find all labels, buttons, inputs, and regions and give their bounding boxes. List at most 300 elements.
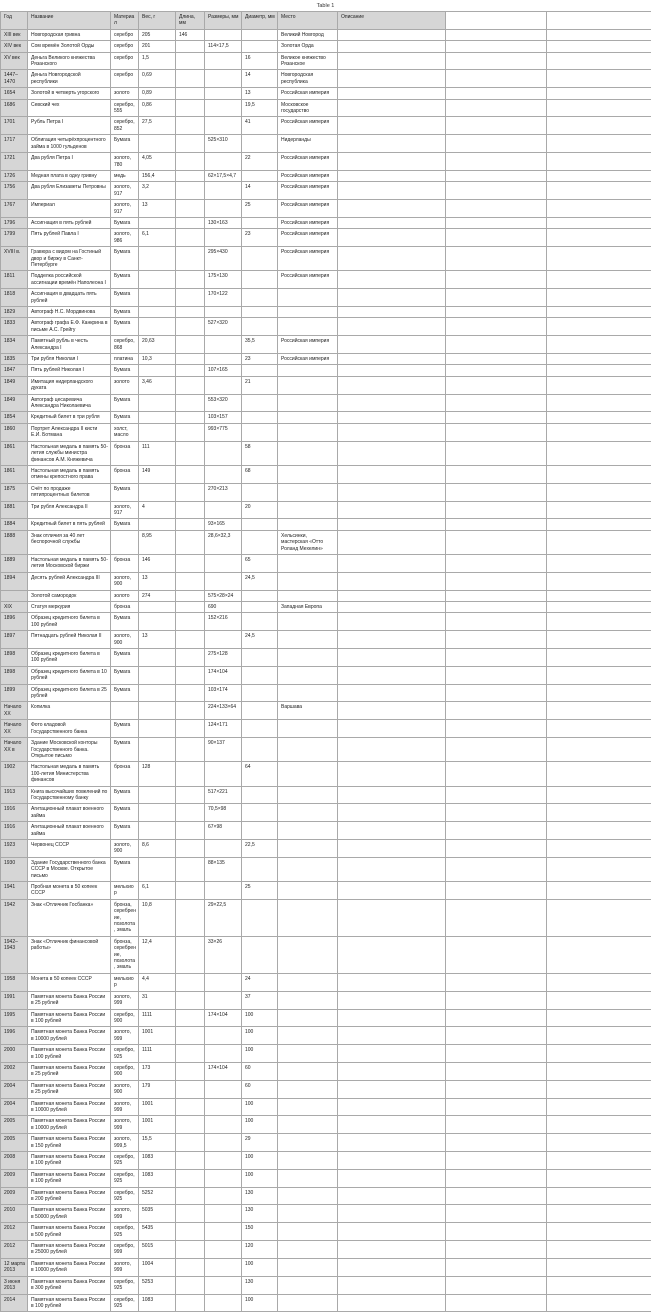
cell-diameter: 22,5 [242, 839, 278, 857]
table-row [1, 1152, 651, 1170]
cell-length [176, 88, 205, 99]
cell-material: золото, 999 [111, 1205, 139, 1223]
cell-material: серебро, 852 [111, 117, 139, 135]
cell-year: Начало XX [1, 720, 28, 738]
cell-length [176, 271, 205, 289]
cell-place [278, 441, 338, 465]
cell-extra-1 [446, 1152, 547, 1170]
cell-extra-2 [547, 762, 651, 786]
cell-name: Знак «Отличник финансовой работы» [28, 936, 111, 973]
cell-description [338, 29, 446, 40]
cell-diameter: 60 [242, 1062, 278, 1080]
cell-size: 295×430 [205, 247, 242, 271]
cell-length [176, 1258, 205, 1276]
cell-length [176, 1223, 205, 1241]
cell-size: 88×135 [205, 857, 242, 881]
cell-extra-2 [547, 649, 651, 667]
cell-extra-1 [446, 394, 547, 412]
cell-weight: 13 [139, 572, 176, 590]
cell-extra-1 [446, 786, 547, 804]
cell-diameter [242, 271, 278, 289]
cell-diameter [242, 804, 278, 822]
cell-place [278, 684, 338, 702]
cell-description [338, 882, 446, 900]
cell-material [111, 702, 139, 720]
cell-extra-1 [446, 1045, 547, 1063]
cell-year: Начало XX в [1, 738, 28, 762]
cell-year: 2014 [1, 1294, 28, 1312]
cell-description [338, 41, 446, 52]
cell-description [338, 1134, 446, 1152]
column-header-name: Название [28, 12, 111, 30]
cell-extra-2 [547, 376, 651, 394]
cell-name: Автограф графа Е.Ф. Канкрина в письме А.С. Грейгу [28, 318, 111, 336]
cell-place: Нидерланды [278, 135, 338, 153]
cell-length [176, 991, 205, 1009]
cell-material: серебро, 555 [111, 99, 139, 117]
cell-description [338, 412, 446, 423]
cell-size [205, 839, 242, 857]
cell-material: Бумага [111, 684, 139, 702]
table-row [1, 530, 651, 554]
cell-extra-2 [547, 991, 651, 1009]
cell-diameter: 13 [242, 88, 278, 99]
cell-weight [139, 857, 176, 881]
cell-name: Образец кредитного билета в 100 рублей [28, 613, 111, 631]
cell-extra-2 [547, 52, 651, 70]
cell-material: золото, 999,5 [111, 1134, 139, 1152]
cell-extra-1 [446, 684, 547, 702]
cell-place: Золотая Орда [278, 41, 338, 52]
cell-name: Знак отличия за 40 лет беспорочной службы [28, 530, 111, 554]
cell-weight: 1111 [139, 1045, 176, 1063]
table-row [1, 762, 651, 786]
cell-material: золото, 900 [111, 572, 139, 590]
cell-size: 62×17,5×4,7 [205, 170, 242, 181]
cell-diameter: 22 [242, 153, 278, 171]
cell-year: 1834 [1, 336, 28, 354]
cell-extra-2 [547, 423, 651, 441]
cell-size [205, 336, 242, 354]
table-row [1, 217, 651, 228]
cell-description [338, 336, 446, 354]
cell-name: Счёт по продаже пятипроцентных билетов [28, 483, 111, 501]
cell-length [176, 1134, 205, 1152]
cell-place [278, 1187, 338, 1205]
cell-extra-2 [547, 1187, 651, 1205]
cell-material: золото [111, 88, 139, 99]
table-row [1, 318, 651, 336]
table-row [1, 423, 651, 441]
cell-weight [139, 666, 176, 684]
cell-place: Российская империя [278, 229, 338, 247]
cell-name: Копилка [28, 702, 111, 720]
cell-size: 993×775 [205, 423, 242, 441]
cell-diameter: 25 [242, 882, 278, 900]
table-row [1, 1187, 651, 1205]
cell-size [205, 1152, 242, 1170]
cell-size: 107×165 [205, 365, 242, 376]
cell-length [176, 465, 205, 483]
table-row [1, 229, 651, 247]
cell-diameter: 100 [242, 1027, 278, 1045]
cell-place [278, 649, 338, 667]
cell-diameter: 21 [242, 376, 278, 394]
table-row [1, 99, 651, 117]
cell-weight: 5435 [139, 1223, 176, 1241]
cell-extra-2 [547, 684, 651, 702]
cell-extra-2 [547, 786, 651, 804]
cell-place [278, 1134, 338, 1152]
cell-material: бронза [111, 441, 139, 465]
cell-length [176, 318, 205, 336]
cell-length [176, 1045, 205, 1063]
cell-name: Ассигнация в двадцать пять рублей [28, 289, 111, 307]
cell-description [338, 99, 446, 117]
cell-diameter [242, 318, 278, 336]
cell-diameter [242, 423, 278, 441]
cell-extra-1 [446, 117, 547, 135]
cell-description [338, 530, 446, 554]
cell-year: 1899 [1, 684, 28, 702]
cell-place [278, 423, 338, 441]
cell-place [278, 501, 338, 519]
cell-diameter: 29 [242, 1134, 278, 1152]
cell-place [278, 376, 338, 394]
cell-extra-1 [446, 1080, 547, 1098]
cell-diameter [242, 217, 278, 228]
cell-length [176, 1116, 205, 1134]
cell-material: бронза [111, 602, 139, 613]
cell-size [205, 973, 242, 991]
cell-description [338, 289, 446, 307]
cell-material: бронза, серебрение, позолота, эмаль [111, 936, 139, 973]
cell-weight: 1001 [139, 1027, 176, 1045]
cell-year: 1930 [1, 857, 28, 881]
cell-size: 124×171 [205, 720, 242, 738]
cell-description [338, 200, 446, 218]
cell-description [338, 229, 446, 247]
cell-extra-2 [547, 631, 651, 649]
table-row [1, 247, 651, 271]
cell-description [338, 666, 446, 684]
cell-extra-2 [547, 720, 651, 738]
cell-length [176, 423, 205, 441]
cell-description [338, 1045, 446, 1063]
cell-name: Рубль Петра I [28, 117, 111, 135]
cell-extra-2 [547, 530, 651, 554]
cell-weight: 8,95 [139, 530, 176, 554]
cell-extra-1 [446, 307, 547, 318]
cell-name: Настольная медаль в память 50-летия Московской биржи [28, 554, 111, 572]
cell-place [278, 839, 338, 857]
cell-length [176, 613, 205, 631]
cell-diameter: 37 [242, 991, 278, 1009]
cell-weight: 13 [139, 631, 176, 649]
table-row [1, 365, 651, 376]
cell-description [338, 702, 446, 720]
table-row [1, 1205, 651, 1223]
cell-extra-2 [547, 182, 651, 200]
cell-weight [139, 720, 176, 738]
cell-place [278, 613, 338, 631]
cell-extra-1 [446, 41, 547, 52]
cell-weight [139, 602, 176, 613]
cell-extra-2 [547, 501, 651, 519]
cell-weight: 5015 [139, 1241, 176, 1259]
cell-year: 1847 [1, 365, 28, 376]
cell-extra-1 [446, 702, 547, 720]
cell-name: Памятная монета Банка России в 25 рублей [28, 991, 111, 1009]
cell-place [278, 882, 338, 900]
cell-length [176, 170, 205, 181]
cell-name: Пробная монета в 50 копеек СССР [28, 882, 111, 900]
column-header-extra-2 [547, 12, 651, 30]
cell-size: 29×22,5 [205, 899, 242, 936]
cell-size: 33×26 [205, 936, 242, 973]
cell-place: Российская империя [278, 247, 338, 271]
cell-size: 114×17,5 [205, 41, 242, 52]
cell-place: Великий Новгород [278, 29, 338, 40]
cell-material: серебро, 925 [111, 1152, 139, 1170]
cell-material: Бумага [111, 822, 139, 840]
cell-weight: 4 [139, 501, 176, 519]
cell-place [278, 822, 338, 840]
cell-diameter [242, 41, 278, 52]
cell-extra-2 [547, 465, 651, 483]
cell-name: Пять рублей Николая I [28, 365, 111, 376]
cell-description [338, 1223, 446, 1241]
cell-weight: 8,6 [139, 839, 176, 857]
cell-description [338, 590, 446, 601]
cell-extra-2 [547, 839, 651, 857]
cell-size [205, 441, 242, 465]
cell-size [205, 1027, 242, 1045]
cell-weight: 111 [139, 441, 176, 465]
cell-diameter [242, 786, 278, 804]
cell-extra-2 [547, 247, 651, 271]
cell-length [176, 336, 205, 354]
cell-diameter: 23 [242, 229, 278, 247]
table-row [1, 1276, 651, 1294]
cell-diameter: 100 [242, 1169, 278, 1187]
cell-extra-1 [446, 1258, 547, 1276]
cell-extra-2 [547, 804, 651, 822]
cell-material: бронза [111, 554, 139, 572]
cell-extra-1 [446, 70, 547, 88]
cell-diameter [242, 483, 278, 501]
cell-weight: 4,05 [139, 153, 176, 171]
cell-description [338, 365, 446, 376]
cell-extra-2 [547, 318, 651, 336]
cell-material: серебро [111, 29, 139, 40]
cell-material: Бумага [111, 271, 139, 289]
cell-weight [139, 394, 176, 412]
cell-material: мельхиор [111, 973, 139, 991]
cell-length [176, 720, 205, 738]
cell-name: Памятная монета Банка России в 100 рублей [28, 1169, 111, 1187]
cell-length [176, 289, 205, 307]
table-row [1, 117, 651, 135]
cell-year: 2012 [1, 1223, 28, 1241]
cell-material: Бумага [111, 247, 139, 271]
cell-place [278, 991, 338, 1009]
cell-name: Здание Государственного банка СССР в Москве. Открытое письмо [28, 857, 111, 881]
cell-extra-2 [547, 1134, 651, 1152]
cell-diameter [242, 289, 278, 307]
cell-material: золото, 917 [111, 182, 139, 200]
cell-year: 1833 [1, 318, 28, 336]
cell-weight: 3,2 [139, 182, 176, 200]
cell-name: Памятная монета Банка России в 25000 рублей [28, 1241, 111, 1259]
cell-material: серебро, 900 [111, 1009, 139, 1027]
cell-weight [139, 702, 176, 720]
cell-length [176, 182, 205, 200]
table-row [1, 135, 651, 153]
cell-extra-2 [547, 1027, 651, 1045]
cell-length [176, 229, 205, 247]
cell-length [176, 307, 205, 318]
cell-extra-1 [446, 247, 547, 271]
cell-extra-2 [547, 1080, 651, 1098]
table-row [1, 720, 651, 738]
cell-description [338, 720, 446, 738]
cell-material: Бумага [111, 857, 139, 881]
cell-year: 1881 [1, 501, 28, 519]
cell-extra-1 [446, 412, 547, 423]
cell-material: золото, 999 [111, 1098, 139, 1116]
cell-extra-2 [547, 170, 651, 181]
cell-year: 1888 [1, 530, 28, 554]
cell-material: Бумага [111, 519, 139, 530]
cell-description [338, 376, 446, 394]
cell-extra-1 [446, 882, 547, 900]
cell-extra-1 [446, 289, 547, 307]
cell-year: 2005 [1, 1116, 28, 1134]
table-row [1, 501, 651, 519]
cell-material: Бумага [111, 720, 139, 738]
cell-place [278, 899, 338, 936]
cell-weight: 146 [139, 554, 176, 572]
cell-diameter: 100 [242, 1152, 278, 1170]
cell-weight: 1001 [139, 1116, 176, 1134]
cell-year: 2000 [1, 1045, 28, 1063]
cell-description [338, 899, 446, 936]
cell-diameter [242, 684, 278, 702]
cell-year: 2010 [1, 1205, 28, 1223]
cell-name: Автограф цесаревича Александра Николаевича [28, 394, 111, 412]
cell-length [176, 1080, 205, 1098]
cell-name: Памятная монета Банка России в 10000 рублей [28, 1027, 111, 1045]
cell-length [176, 1027, 205, 1045]
cell-diameter: 24,5 [242, 631, 278, 649]
cell-length [176, 354, 205, 365]
cell-place [278, 804, 338, 822]
cell-name: Знак «Отличник Госбанка» [28, 899, 111, 936]
cell-weight: 15,5 [139, 1134, 176, 1152]
cell-place [278, 307, 338, 318]
cell-place [278, 1116, 338, 1134]
cell-extra-1 [446, 1169, 547, 1187]
cell-diameter [242, 822, 278, 840]
cell-diameter: 19,5 [242, 99, 278, 117]
cell-extra-2 [547, 271, 651, 289]
cell-place: Российская империя [278, 336, 338, 354]
cell-name: Золотой самородок [28, 590, 111, 601]
cell-year: 1686 [1, 99, 28, 117]
cell-weight: 5253 [139, 1276, 176, 1294]
cell-place: Варшава [278, 702, 338, 720]
cell-name: Червонец СССР [28, 839, 111, 857]
cell-diameter: 41 [242, 117, 278, 135]
cell-weight [139, 289, 176, 307]
cell-weight [139, 822, 176, 840]
cell-extra-2 [547, 1152, 651, 1170]
cell-extra-1 [446, 182, 547, 200]
cell-place [278, 1258, 338, 1276]
cell-description [338, 1152, 446, 1170]
cell-name: Настольная медаль в память 100-летия Министерства финансов [28, 762, 111, 786]
cell-size [205, 1116, 242, 1134]
cell-size: 553×320 [205, 394, 242, 412]
cell-extra-1 [446, 936, 547, 973]
cell-length [176, 762, 205, 786]
cell-size [205, 465, 242, 483]
cell-weight [139, 271, 176, 289]
cell-description [338, 1062, 446, 1080]
cell-extra-1 [446, 649, 547, 667]
cell-diameter: 25 [242, 200, 278, 218]
cell-weight: 4,4 [139, 973, 176, 991]
cell-size: 170×122 [205, 289, 242, 307]
cell-length [176, 247, 205, 271]
cell-extra-2 [547, 99, 651, 117]
cell-description [338, 423, 446, 441]
cell-weight: 201 [139, 41, 176, 52]
table-row [1, 1009, 651, 1027]
cell-weight: 0,89 [139, 88, 176, 99]
cell-weight [139, 519, 176, 530]
cell-extra-1 [446, 501, 547, 519]
cell-weight [139, 217, 176, 228]
table-row [1, 354, 651, 365]
cell-length [176, 519, 205, 530]
cell-weight: 1083 [139, 1152, 176, 1170]
cell-extra-1 [446, 762, 547, 786]
cell-place [278, 365, 338, 376]
cell-year: 1811 [1, 271, 28, 289]
cell-length [176, 99, 205, 117]
cell-material: Бумага [111, 318, 139, 336]
cell-material: золото, 780 [111, 153, 139, 171]
cell-extra-2 [547, 973, 651, 991]
cell-diameter: 24,5 [242, 572, 278, 590]
cell-length [176, 1276, 205, 1294]
table-row [1, 613, 651, 631]
cell-extra-1 [446, 170, 547, 181]
cell-description [338, 738, 446, 762]
cell-name: Два рубля Елизаветы Петровны [28, 182, 111, 200]
cell-diameter [242, 666, 278, 684]
cell-size [205, 117, 242, 135]
cell-description [338, 1187, 446, 1205]
cell-extra-2 [547, 936, 651, 973]
cell-diameter: 14 [242, 182, 278, 200]
cell-description [338, 394, 446, 412]
cell-length [176, 649, 205, 667]
cell-place [278, 1241, 338, 1259]
cell-year: 1799 [1, 229, 28, 247]
